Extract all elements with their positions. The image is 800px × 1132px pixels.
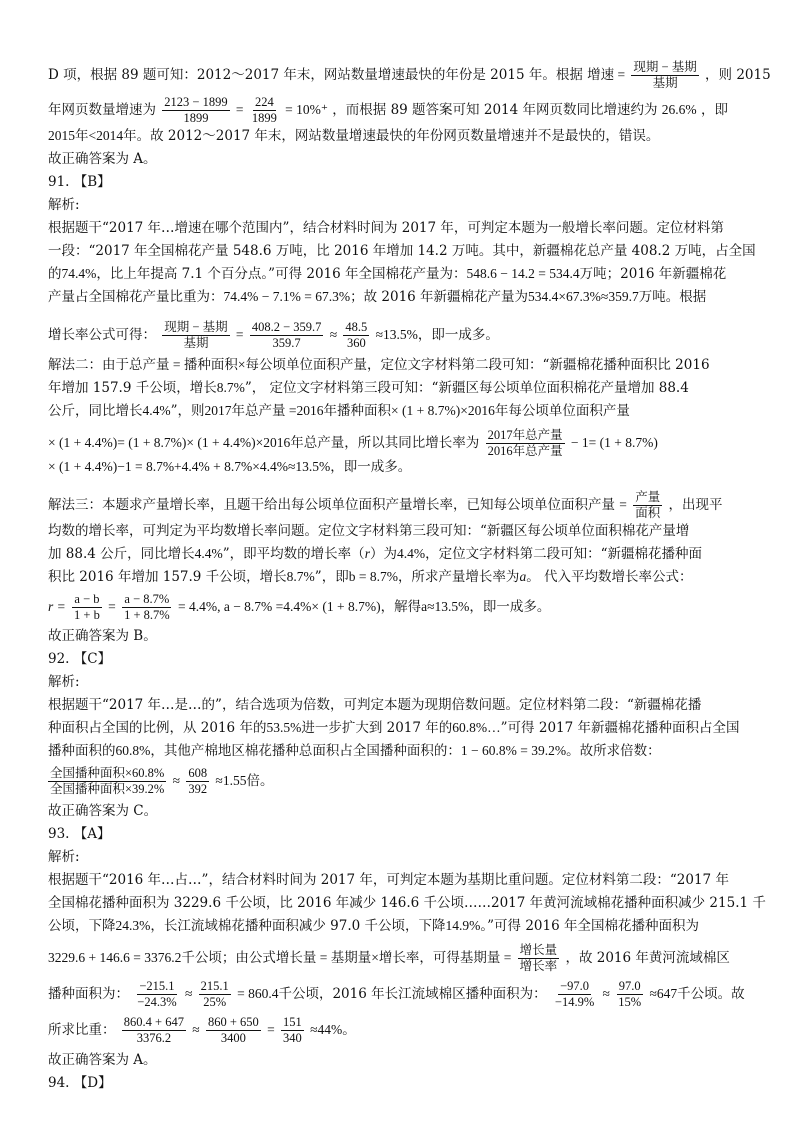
text-line	[48, 718, 760, 738]
fraction-denominator: −24.3%	[137, 995, 177, 1009]
math-expression: × (1 + 4.4%)= (1 + 8.7%)× (1 + 4.4%)×2016年总产量	[48, 435, 345, 450]
fraction	[186, 766, 209, 797]
text-line	[48, 457, 760, 477]
text-line	[48, 490, 760, 521]
math-expression: 基期量 =	[459, 950, 512, 965]
fraction-numerator: 151	[283, 1015, 302, 1029]
math-expression: =	[267, 1022, 275, 1037]
fraction-denominator: 15%	[618, 995, 642, 1009]
fraction	[486, 428, 565, 459]
text-span: ，定位文字材料第二段可知：“新疆棉花播种面	[425, 546, 702, 562]
text-line	[48, 764, 760, 798]
text-span: ”， 定位文字材料第三段可知：“新疆区每公顷单位面积棉花产量增加 88.4	[244, 380, 689, 396]
fraction-denominator: 2016年总产量	[487, 444, 563, 458]
fraction	[72, 592, 102, 623]
math-expression: 8.7%	[286, 569, 315, 584]
math-expression: 548.6 − 14.2 = 534.4	[466, 266, 580, 281]
fraction-numerator: 97.0	[618, 979, 641, 993]
fraction-denominator: 359.7	[272, 336, 301, 350]
fraction-denominator: 1899	[251, 111, 277, 125]
math-expression: 8.7%	[216, 380, 245, 395]
text-line	[48, 590, 760, 624]
text-line	[48, 95, 760, 126]
text-line	[48, 916, 760, 936]
question-number: 91. 【B】	[48, 174, 111, 190]
fraction-numerator: a − b	[74, 592, 100, 606]
text-line	[48, 401, 760, 421]
fraction	[122, 1015, 186, 1046]
math-expression: 60.8%…	[452, 720, 501, 735]
math-expression: a≈13.5%	[421, 599, 470, 614]
fraction	[553, 979, 596, 1010]
fraction-numerator: 860 + 650	[208, 1015, 259, 1029]
math-expression: ≈	[329, 327, 338, 342]
fraction-denominator: 392	[188, 782, 208, 796]
text-line	[48, 1013, 760, 1047]
fraction-denominator: 面积	[635, 506, 661, 520]
text-line	[48, 977, 760, 1011]
text-span: ，出现平	[668, 497, 723, 513]
fraction-numerator: 增长量	[519, 943, 558, 957]
text-span: 解法三：本题求产量增长率，且题干给出每公顷单位面积产量增长率，已知每公顷单位面积产量	[48, 497, 615, 513]
section-label: 解析:	[48, 197, 80, 213]
fraction	[250, 95, 279, 126]
fraction-numerator: 215.1	[200, 979, 229, 993]
fraction	[281, 1015, 304, 1046]
math-expression: r =	[48, 599, 66, 614]
text-line: 故正确答案为 A。	[48, 1052, 157, 1068]
text-span: 。	[342, 1022, 356, 1038]
text-span: 产量占全国棉花产量比重为：	[48, 289, 224, 305]
fraction	[631, 60, 698, 91]
math-expression: 534.4×67.3%≈359.7	[528, 289, 639, 304]
fraction	[343, 320, 369, 351]
math-expression: = 4.4%, a − 8.7% =4.4%× (1 + 8.7%)	[177, 599, 381, 614]
math-expression: 4.4%	[194, 546, 223, 561]
fraction-denominator: 基期	[652, 76, 678, 90]
text-span: 。 代入平均数增长率公式：	[526, 569, 693, 585]
text-span: 播种面积的	[48, 743, 116, 759]
text-span: ，即一成多。	[469, 599, 551, 615]
fraction-numerator: 产量	[635, 490, 661, 504]
text-span: ，定位文字材料第二段可知：“新疆棉花播种面积比 2016	[366, 357, 710, 373]
text-span: 千公顷。故	[677, 986, 745, 1002]
math-expression: 总产量 = 播种面积×每公顷单位面积产量	[129, 357, 367, 372]
math-expression: 增速 =	[587, 67, 626, 82]
fraction-numerator: 现期 − 基期	[164, 320, 228, 334]
fraction	[135, 979, 178, 1010]
math-expression: ≈13.5%	[375, 327, 418, 342]
fraction-denominator: 全国播种面积×39.2%	[50, 782, 165, 796]
math-expression: = 10%⁺	[285, 102, 328, 117]
text-span: ”，即	[314, 569, 349, 585]
math-expression: ≈	[602, 986, 610, 1001]
text-span: 。故 2012～2017 年末，网站数量增速最快的年份网页数量增速并不是最快的，错误。	[136, 128, 660, 144]
math-expression: 1 − 60.8% = 39.2%	[460, 743, 567, 758]
question-number: 94. 【D】	[48, 1075, 112, 1091]
math-expression: =	[108, 599, 116, 614]
text-span: ，而根据 89 题答案可知 2014 年网页数同比增速约为	[332, 102, 658, 118]
text-span: 公顷，下降	[48, 918, 116, 934]
math-expression: r	[364, 546, 370, 561]
fraction-numerator: 2123 − 1899	[164, 95, 228, 109]
text-line: 根据题干“2017 年…增速在哪个范围内”，结合材料时间为 2017 年，可判定本题为一般增长率问题。定位材料第	[48, 220, 724, 236]
question-number: 92. 【C】	[48, 651, 112, 667]
fraction	[162, 320, 229, 351]
math-expression: 53.5%	[266, 720, 302, 735]
math-expression: ≈647	[649, 986, 678, 1001]
text-line	[48, 60, 771, 91]
text-span: ，比上年提高 7.1 个百分点。”可得 2016 年全国棉花产量为：	[96, 266, 467, 282]
text-span: 进一步扩大到 2017 年的	[301, 720, 453, 736]
fraction-denominator: 360	[346, 336, 366, 350]
text-line	[48, 567, 760, 587]
text-span: ，即	[700, 102, 728, 118]
text-span: 千公顷；由公式	[181, 950, 276, 966]
math-expression: ≈1.55	[215, 773, 247, 788]
math-expression: 74.4% − 7.1% = 67.3%	[223, 289, 351, 304]
math-expression: 4.4%	[142, 403, 171, 418]
math-expression: =	[235, 102, 244, 117]
math-expression: × (1 + 4.4%)−1 = 8.7%+4.4% + 8.7%×4.4%≈13.5%	[48, 459, 331, 474]
fraction-denominator: 基期	[183, 336, 209, 350]
text-span: ，长江流域棉花播种面积减少 97.0 千公顷，下降	[150, 918, 446, 934]
math-expression: − 1= (1 + 8.7%)	[570, 435, 658, 450]
text-span: ，其他产棉地区棉花播种总面积占全国播种面积的：	[150, 743, 461, 759]
math-expression: =	[619, 497, 627, 512]
fraction-numerator: 2017年总产量	[487, 428, 563, 442]
fraction-denominator: 3376.2	[136, 1031, 172, 1045]
fraction	[162, 95, 229, 126]
fraction-denominator: 增长率	[519, 959, 558, 973]
text-span: ”可得 2017 年新疆棉花播种面积占全国	[500, 720, 740, 736]
fraction	[122, 592, 172, 623]
fraction-denominator: 3400	[220, 1031, 246, 1045]
text-span: ，即一成多。	[417, 327, 499, 343]
math-expression: 增长量 = 基期量×增长率	[275, 950, 420, 965]
text-line: 一段：“2017 年全国棉花产量 548.6 万吨，比 2016 年增加 14.2 万吨。其中，新疆棉花总产量 408.2 万吨，占全国	[48, 243, 756, 259]
math-expression: b = 8.7%	[348, 569, 398, 584]
text-line	[48, 544, 760, 564]
fraction-denominator: 25%	[203, 995, 227, 1009]
fraction-numerator: 860.4 + 647	[123, 1015, 184, 1029]
text-line	[48, 426, 760, 460]
math-expression: =	[235, 327, 244, 342]
fraction-numerator: a − 8.7%	[124, 592, 170, 606]
text-line: 根据题干“2017 年…是…的”，结合选项为倍数，可判定本题为现期倍数问题。定位材料第二段：“新疆棉花播	[48, 697, 702, 713]
fraction	[250, 320, 324, 351]
fraction-denominator: 340	[283, 1031, 302, 1045]
math-expression: 14.9%	[445, 918, 481, 933]
section-label: 解析:	[48, 674, 80, 690]
math-expression: 26.6%	[661, 102, 697, 117]
fraction	[633, 490, 662, 521]
fraction-denominator: 1 + 8.7%	[124, 608, 170, 622]
math-expression: 2017年总产量 =2016年播种面积× (1 + 8.7%)×2016年每公顷单位面积产量	[204, 403, 630, 418]
text-line: 故正确答案为 A。	[48, 151, 157, 167]
text-span: ）为	[369, 546, 397, 562]
text-span: 年增加 157.9 千公顷，增长	[48, 380, 217, 396]
math-expression: ≈44%	[310, 1022, 343, 1037]
text-line	[48, 318, 760, 352]
text-span: ，即一成多。	[330, 459, 412, 475]
math-expression: 4.4%	[396, 546, 426, 561]
fraction-denominator: 1899	[183, 111, 209, 125]
text-line	[48, 378, 760, 398]
math-expression: ≈	[184, 986, 193, 1001]
text-span: 种面积占全国的比例，从 2016 年的	[48, 720, 267, 736]
text-span: 万吨；2016 年新疆棉花	[579, 266, 727, 282]
math-expression: ≈	[172, 773, 181, 788]
text-span: 万吨。根据	[638, 289, 707, 305]
fraction-numerator: 48.5	[345, 320, 368, 334]
text-span: 公斤，同比增长	[48, 403, 143, 419]
text-span: ；故 2016 年新疆棉花产量为	[350, 289, 529, 305]
text-span: 解法二：由于	[48, 357, 129, 373]
section-label: 解析:	[48, 849, 80, 865]
fraction-numerator: 224	[254, 95, 274, 109]
question-number: 93. 【A】	[48, 826, 111, 842]
fraction-numerator: 608	[188, 766, 208, 780]
text-span: ，可得	[419, 950, 460, 966]
text-span: 。故所求倍数：	[566, 743, 661, 759]
text-span: ”，即平均数的增长率（	[222, 546, 365, 562]
text-span: ”，则	[170, 403, 205, 419]
math-expression: 24.3%	[115, 918, 151, 933]
math-expression: 74.4%	[61, 266, 97, 281]
text-line: 故正确答案为 C。	[48, 803, 158, 819]
text-span: D 项，根据 89 题可知：2012～2017 年末，网站数量增速最快的年份是 2015 年。根据	[48, 67, 583, 83]
text-line: 根据题干“2016 年…占…”，结合材料时间为 2017 年，可判定本题为基期比重问题。定位材料第二段：“2017 年	[48, 872, 729, 888]
math-expression: a	[519, 569, 527, 584]
fraction-numerator: 全国播种面积×60.8%	[50, 766, 165, 780]
fraction-numerator: 408.2 − 359.7	[251, 320, 322, 334]
text-line	[48, 126, 760, 146]
math-expression: 2015年<2014年	[48, 128, 137, 143]
text-line	[48, 741, 760, 761]
text-span: ，所以其同比增长率为	[344, 435, 480, 451]
math-expression: 3229.6 + 146.6 = 3376.2	[48, 950, 182, 965]
text-span: ，故 2016 年黄河流域棉区	[565, 950, 730, 966]
fraction	[206, 1015, 261, 1046]
fraction-numerator: −215.1	[139, 979, 175, 993]
text-span: ，所求产量增长率为	[397, 569, 520, 585]
fraction-numerator: −97.0	[560, 979, 590, 993]
text-line	[48, 287, 760, 307]
text-line: 均数的增长率，可判定为平均数增长率问题。定位文字材料第三段可知：“新疆区每公顷单位面积棉花产量增	[48, 523, 690, 539]
text-span: ，则 2015	[705, 67, 771, 83]
text-span: 年网页数量增速为	[48, 102, 156, 118]
text-span: 倍。	[246, 773, 274, 789]
text-line: 故正确答案为 B。	[48, 628, 157, 644]
text-span: 播种面积为：	[48, 986, 129, 1002]
math-expression: 60.8%	[115, 743, 151, 758]
text-line	[48, 942, 760, 974]
text-line: 全国棉花播种面积为 3229.6 千公顷，比 2016 年减少 146.6 千公顷……2017 年黄河流域棉花播种面积减少 215.1 千	[48, 895, 766, 911]
fraction	[199, 979, 231, 1010]
math-expression: = 860.4	[237, 986, 279, 1001]
math-expression: ≈	[192, 1022, 200, 1037]
text-span: 的	[48, 266, 62, 282]
text-line	[48, 355, 760, 375]
fraction-numerator: 现期 − 基期	[633, 60, 697, 74]
text-span: 加 88.4 公斤，同比增长	[48, 546, 195, 562]
fraction	[518, 943, 560, 974]
fraction	[616, 979, 643, 1010]
text-span: 增长率公式可得：	[48, 327, 156, 343]
text-line	[48, 264, 760, 284]
fraction-denominator: 1 + b	[74, 608, 100, 622]
fraction	[48, 766, 166, 797]
text-span: 所求比重：	[48, 1022, 116, 1038]
fraction-denominator: −14.9%	[554, 995, 595, 1009]
text-span: 。”可得 2016 年全国棉花播种面积为	[480, 918, 699, 934]
text-span: 积比 2016 年增加 157.9 千公顷，增长	[48, 569, 287, 585]
text-span: ，解得	[380, 599, 422, 615]
text-span: 千公顷，2016 年长江流域棉区播种面积为：	[278, 986, 547, 1002]
